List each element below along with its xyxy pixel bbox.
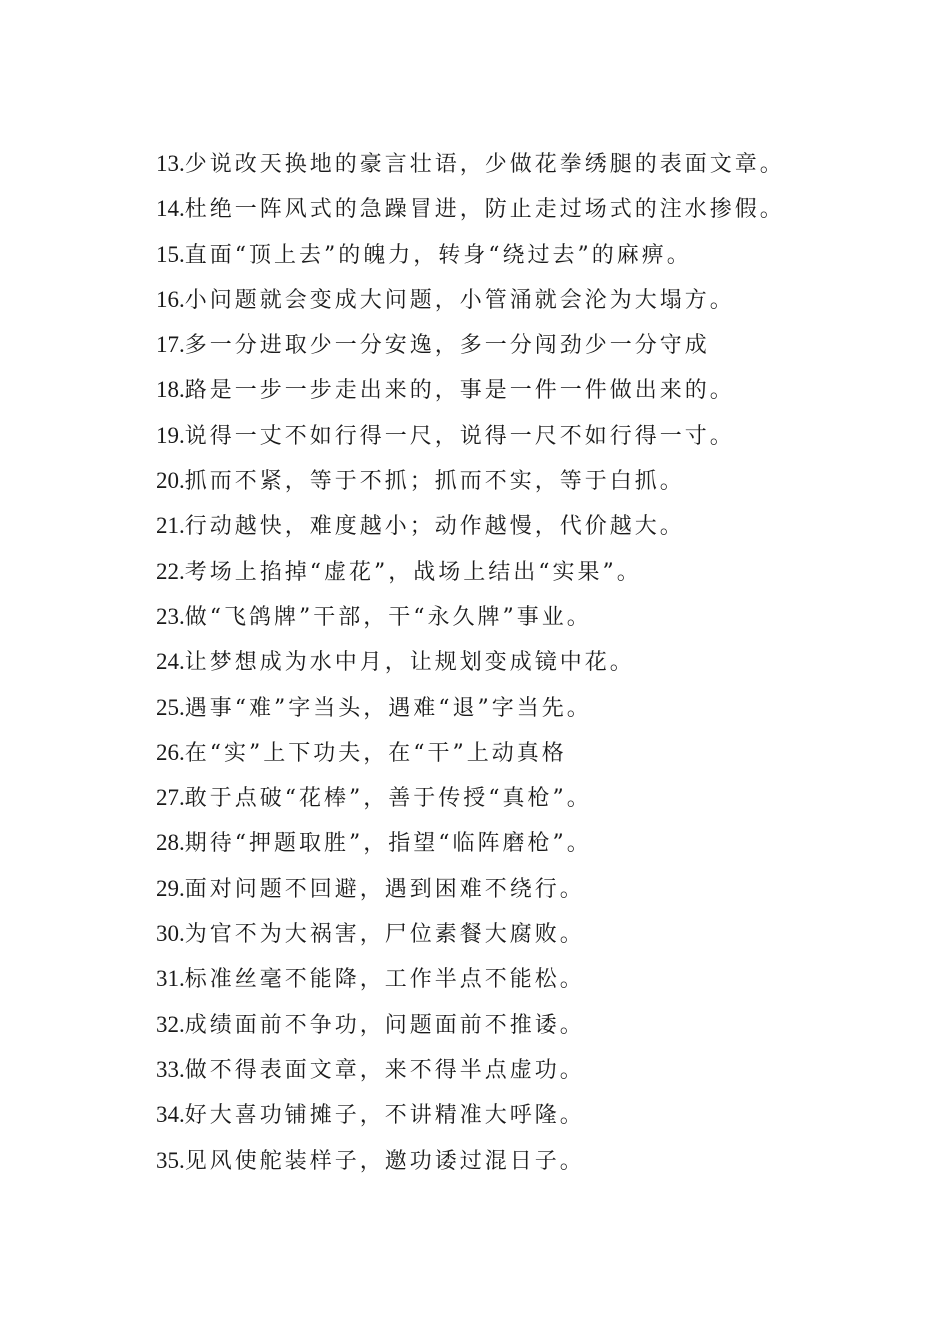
list-item <box>156 820 876 865</box>
item-number: 25. <box>156 694 185 720</box>
item-number: 19. <box>156 422 185 448</box>
list-item <box>156 186 876 231</box>
item-number: 32. <box>156 1011 185 1037</box>
numbered-list <box>156 141 876 1183</box>
item-number: 29. <box>156 875 185 901</box>
item-number: 21. <box>156 513 185 539</box>
item-number: 35. <box>156 1147 185 1173</box>
item-number: 22. <box>156 558 185 584</box>
item-number: 23. <box>156 603 185 629</box>
item-number: 24. <box>156 649 185 675</box>
list-item <box>156 911 876 956</box>
item-text: 考场上掐掉“虚花”，战场上结出“实果”。 <box>184 559 642 585</box>
item-text: 在“实”上下功夫，在“干”上动真格 <box>184 740 567 766</box>
item-text: 杜绝一阵风式的急躁冒进，防止走过场式的注水掺假。 <box>184 197 785 223</box>
item-number: 30. <box>156 921 185 947</box>
list-item <box>156 1002 876 1047</box>
list-item <box>156 594 876 639</box>
list-item <box>156 866 876 911</box>
item-text: 敢于点破“花棒”，善于传授“真枪”。 <box>184 786 592 812</box>
item-number: 17. <box>156 332 185 358</box>
list-item <box>156 549 876 594</box>
item-text: 做不得表面文章，来不得半点虚功。 <box>184 1057 585 1083</box>
list-item <box>156 503 876 548</box>
list-item <box>156 685 876 730</box>
item-text: 好大喜功铺摊子，不讲精准大呼隆。 <box>184 1103 585 1129</box>
list-item <box>156 367 876 412</box>
item-number: 13. <box>156 151 185 176</box>
item-text: 做“飞鸽牌”干部，干“永久牌”事业。 <box>184 604 592 630</box>
item-text: 成绩面前不争功，问题面前不推诿。 <box>184 1012 585 1038</box>
item-number: 33. <box>156 1056 185 1082</box>
item-number: 18. <box>156 377 185 403</box>
item-text: 少说改天换地的豪言壮语，少做花拳绣腿的表面文章。 <box>184 152 785 177</box>
list-item <box>156 775 876 820</box>
item-text: 多一分进取少一分安逸，多一分闯劲少一分守成 <box>184 333 710 359</box>
item-text: 见风使舵装样子，邀功诿过混日子。 <box>184 1148 585 1174</box>
list-item <box>156 141 876 186</box>
list-item <box>156 1047 876 1092</box>
item-number: 16. <box>156 286 185 312</box>
item-number: 31. <box>156 966 185 992</box>
item-text: 为官不为大祸害，尸位素餐大腐败。 <box>184 922 585 948</box>
list-item <box>156 232 876 277</box>
item-number: 14. <box>156 196 185 222</box>
item-number: 20. <box>156 468 185 494</box>
item-number: 27. <box>156 785 185 811</box>
list-item <box>156 1092 876 1137</box>
item-text: 说得一丈不如行得一尺，说得一尺不如行得一寸。 <box>184 423 735 449</box>
item-text: 直面“顶上去”的魄力，转身“绕过去”的麻痹。 <box>184 242 692 268</box>
item-text: 路是一步一步走出来的，事是一件一件做出来的。 <box>184 378 735 404</box>
item-text: 遇事“难”字当头，遇难“退”字当先。 <box>184 695 592 721</box>
list-item <box>156 956 876 1001</box>
item-text: 期待“押题取胜”，指望“临阵磨枪”。 <box>184 831 592 857</box>
item-text: 行动越快，难度越小；动作越慢，代价越大。 <box>184 514 685 540</box>
list-item <box>156 730 876 775</box>
list-item <box>156 413 876 458</box>
item-number: 34. <box>156 1102 185 1128</box>
list-item <box>156 639 876 684</box>
item-number: 28. <box>156 830 185 856</box>
list-item <box>156 1138 876 1183</box>
item-text: 小问题就会变成大问题，小管涌就会沦为大塌方。 <box>184 287 735 313</box>
item-text: 面对问题不回避，遇到困难不绕行。 <box>184 876 585 902</box>
item-number: 15. <box>156 241 185 267</box>
list-item <box>156 458 876 503</box>
list-item <box>156 322 876 367</box>
item-text: 让梦想成为水中月，让规划变成镜中花。 <box>184 650 635 676</box>
item-text: 抓而不紧，等于不抓；抓而不实，等于白抓。 <box>184 469 685 495</box>
list-item <box>156 277 876 322</box>
item-number: 26. <box>156 739 185 765</box>
item-text: 标准丝毫不能降，工作半点不能松。 <box>184 967 585 993</box>
